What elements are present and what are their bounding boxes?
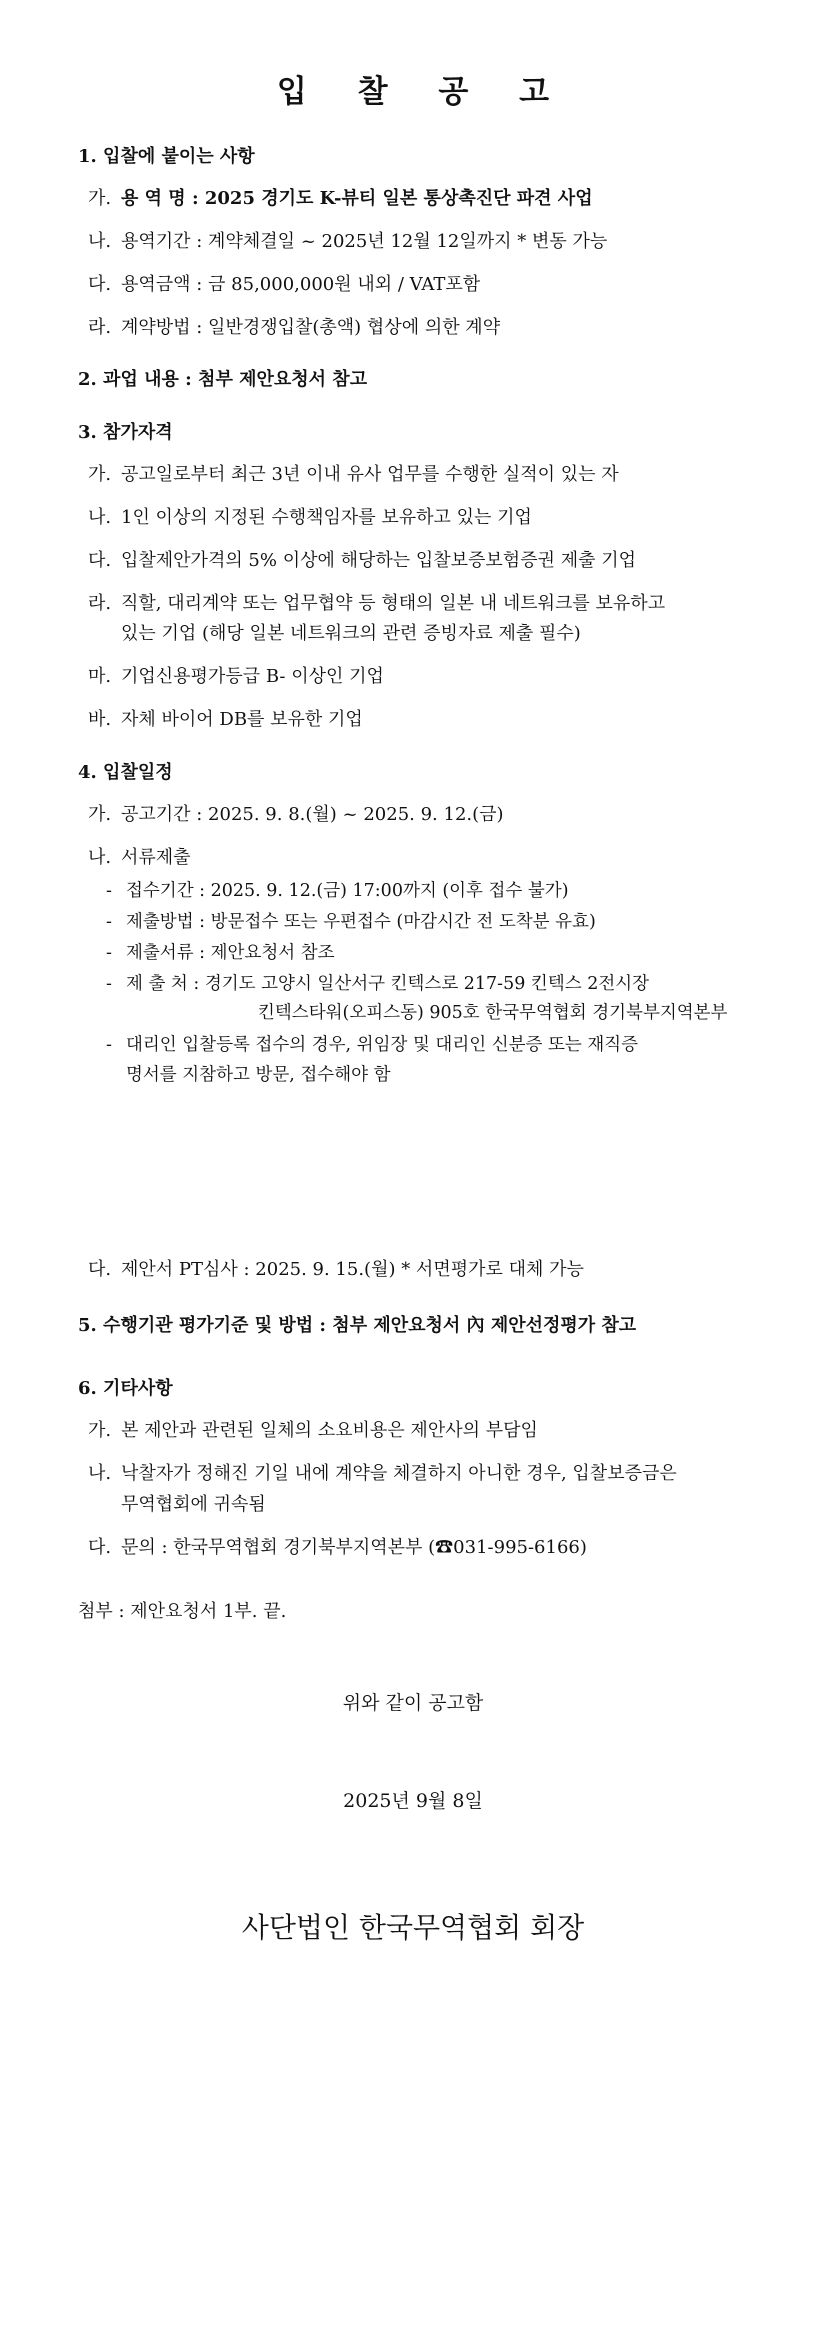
list-item xyxy=(88,313,500,339)
dash-marker: - xyxy=(106,974,112,994)
contract-method: 계약방법 : 일반경쟁입찰(총액) 협상에 의한 계약 xyxy=(121,317,501,338)
section-3-heading: 3. 참가자격 xyxy=(78,422,173,443)
contact-info: 문의 : 한국무역협회 경기북부지역본부 (☎031-995-6166) xyxy=(121,1537,587,1558)
list-item xyxy=(88,589,665,615)
service-amount: 용역금액 : 금 85,000,000원 내외 / VAT포함 xyxy=(121,274,481,295)
issuer-signature: 사단법인 한국무역협회 회장 xyxy=(241,1911,585,1944)
item-marker: 가. xyxy=(88,1420,112,1441)
section-1-heading: 1. 입찰에 붙이는 사항 xyxy=(78,146,255,167)
detail-item xyxy=(106,939,335,964)
item-marker: 다. xyxy=(88,274,112,295)
detail-text: 제출서류 : 제안요청서 참조 xyxy=(126,943,335,963)
item-marker: 다. xyxy=(88,1537,112,1558)
item-marker: 바. xyxy=(88,709,112,730)
detail-text: 제출방법 : 방문접수 또는 우편접수 (마감시간 전 도착분 유효) xyxy=(126,912,596,932)
detail-text: 접수기간 : 2025. 9. 12.(금) 17:00까지 (이후 접수 불가) xyxy=(126,881,569,901)
list-item xyxy=(88,503,532,529)
detail-item xyxy=(106,877,569,902)
item-text: 입찰제안가격의 5% 이상에 해당하는 입찰보증보험증권 제출 기업 xyxy=(121,550,636,571)
detail-item xyxy=(106,970,649,995)
list-item xyxy=(88,800,504,826)
item-marker: 나. xyxy=(88,507,112,528)
item-marker: 나. xyxy=(88,847,112,868)
item-marker: 가. xyxy=(88,804,112,825)
list-item xyxy=(88,460,619,486)
item-marker: 다. xyxy=(88,550,112,571)
dash-marker: - xyxy=(106,912,112,932)
list-item xyxy=(88,662,384,688)
item-marker: 가. xyxy=(88,464,112,485)
list-item xyxy=(88,705,363,731)
section-2-heading: 2. 과업 내용 : 첨부 제안요청서 참고 xyxy=(78,369,368,390)
item-text: 낙찰자가 정해진 기일 내에 계약을 체결하지 아니한 경우, 입찰보증금은 xyxy=(121,1463,677,1484)
pt-review: 제안서 PT심사 : 2025. 9. 15.(월) * 서면평가로 대체 가능 xyxy=(121,1259,584,1280)
item-marker: 나. xyxy=(88,231,112,252)
submission-place: 제 출 처 : 경기도 고양시 일산서구 킨텍스로 217-59 킨텍스 2전시장 xyxy=(126,974,650,994)
item-text: 직할, 대리계약 또는 업무협약 등 형태의 일본 내 네트워크를 보유하고 xyxy=(121,593,666,614)
list-item xyxy=(88,843,191,869)
notice-period: 공고기간 : 2025. 9. 8.(월) ~ 2025. 9. 12.(금) xyxy=(121,804,504,825)
list-item xyxy=(88,1533,587,1559)
item-text: 본 제안과 관련된 일체의 소요비용은 제안사의 부담임 xyxy=(121,1420,538,1441)
page-title: 입 찰 공 고 xyxy=(276,74,570,110)
detail-item xyxy=(106,908,596,933)
item-marker: 라. xyxy=(88,317,112,338)
dash-marker: - xyxy=(106,881,112,901)
section-6-heading: 6. 기타사항 xyxy=(78,1378,173,1399)
list-item xyxy=(88,184,593,210)
item-text: 공고일로부터 최근 3년 이내 유사 업무를 수행한 실적이 있는 자 xyxy=(121,464,619,485)
attachment-note: 첨부 : 제안요청서 1부. 끝. xyxy=(78,1601,287,1622)
item-continuation: 있는 기업 (해당 일본 네트워크의 관련 증빙자료 제출 필수) xyxy=(121,623,581,644)
item-marker: 나. xyxy=(88,1463,112,1484)
announcement-date: 2025년 9월 8일 xyxy=(343,1790,483,1812)
item-continuation: 무역협회에 귀속됨 xyxy=(121,1494,266,1515)
list-item xyxy=(88,1459,677,1485)
list-item xyxy=(88,270,480,296)
item-text: 자체 바이어 DB를 보유한 기업 xyxy=(121,709,363,730)
item-marker: 가. xyxy=(88,188,112,209)
item-marker: 다. xyxy=(88,1259,112,1280)
item-marker: 라. xyxy=(88,593,112,614)
closing-statement: 위와 같이 공고함 xyxy=(342,1692,484,1714)
item-text: 1인 이상의 지정된 수행책임자를 보유하고 있는 기업 xyxy=(121,507,532,528)
list-item xyxy=(88,1416,538,1442)
service-name: 용 역 명 : 2025 경기도 K-뷰티 일본 통상촉진단 파견 사업 xyxy=(121,188,593,209)
item-text: 기업신용평가등급 B- 이상인 기업 xyxy=(121,666,384,687)
service-period: 용역기간 : 계약체결일 ~ 2025년 12월 12일까지 * 변동 가능 xyxy=(121,231,608,252)
detail-item xyxy=(106,1031,638,1056)
detail-continuation: 킨텍스타워(오피스동) 905호 한국무역협회 경기북부지역본부 xyxy=(258,1003,728,1023)
dash-marker: - xyxy=(106,1035,112,1055)
list-item xyxy=(88,546,636,572)
dash-marker: - xyxy=(106,943,112,963)
section-4-heading: 4. 입찰일정 xyxy=(78,762,173,783)
document-submission: 서류제출 xyxy=(121,847,191,868)
list-item xyxy=(88,1255,584,1281)
detail-continuation: 명서를 지참하고 방문, 접수해야 함 xyxy=(126,1065,391,1085)
list-item xyxy=(88,227,607,253)
item-marker: 마. xyxy=(88,666,112,687)
detail-text: 대리인 입찰등록 접수의 경우, 위임장 및 대리인 신분증 또는 재직증 xyxy=(126,1035,639,1055)
section-5-heading: 5. 수행기관 평가기준 및 방법 : 첨부 제안요청서 內 제안선정평가 참고 xyxy=(78,1315,637,1336)
